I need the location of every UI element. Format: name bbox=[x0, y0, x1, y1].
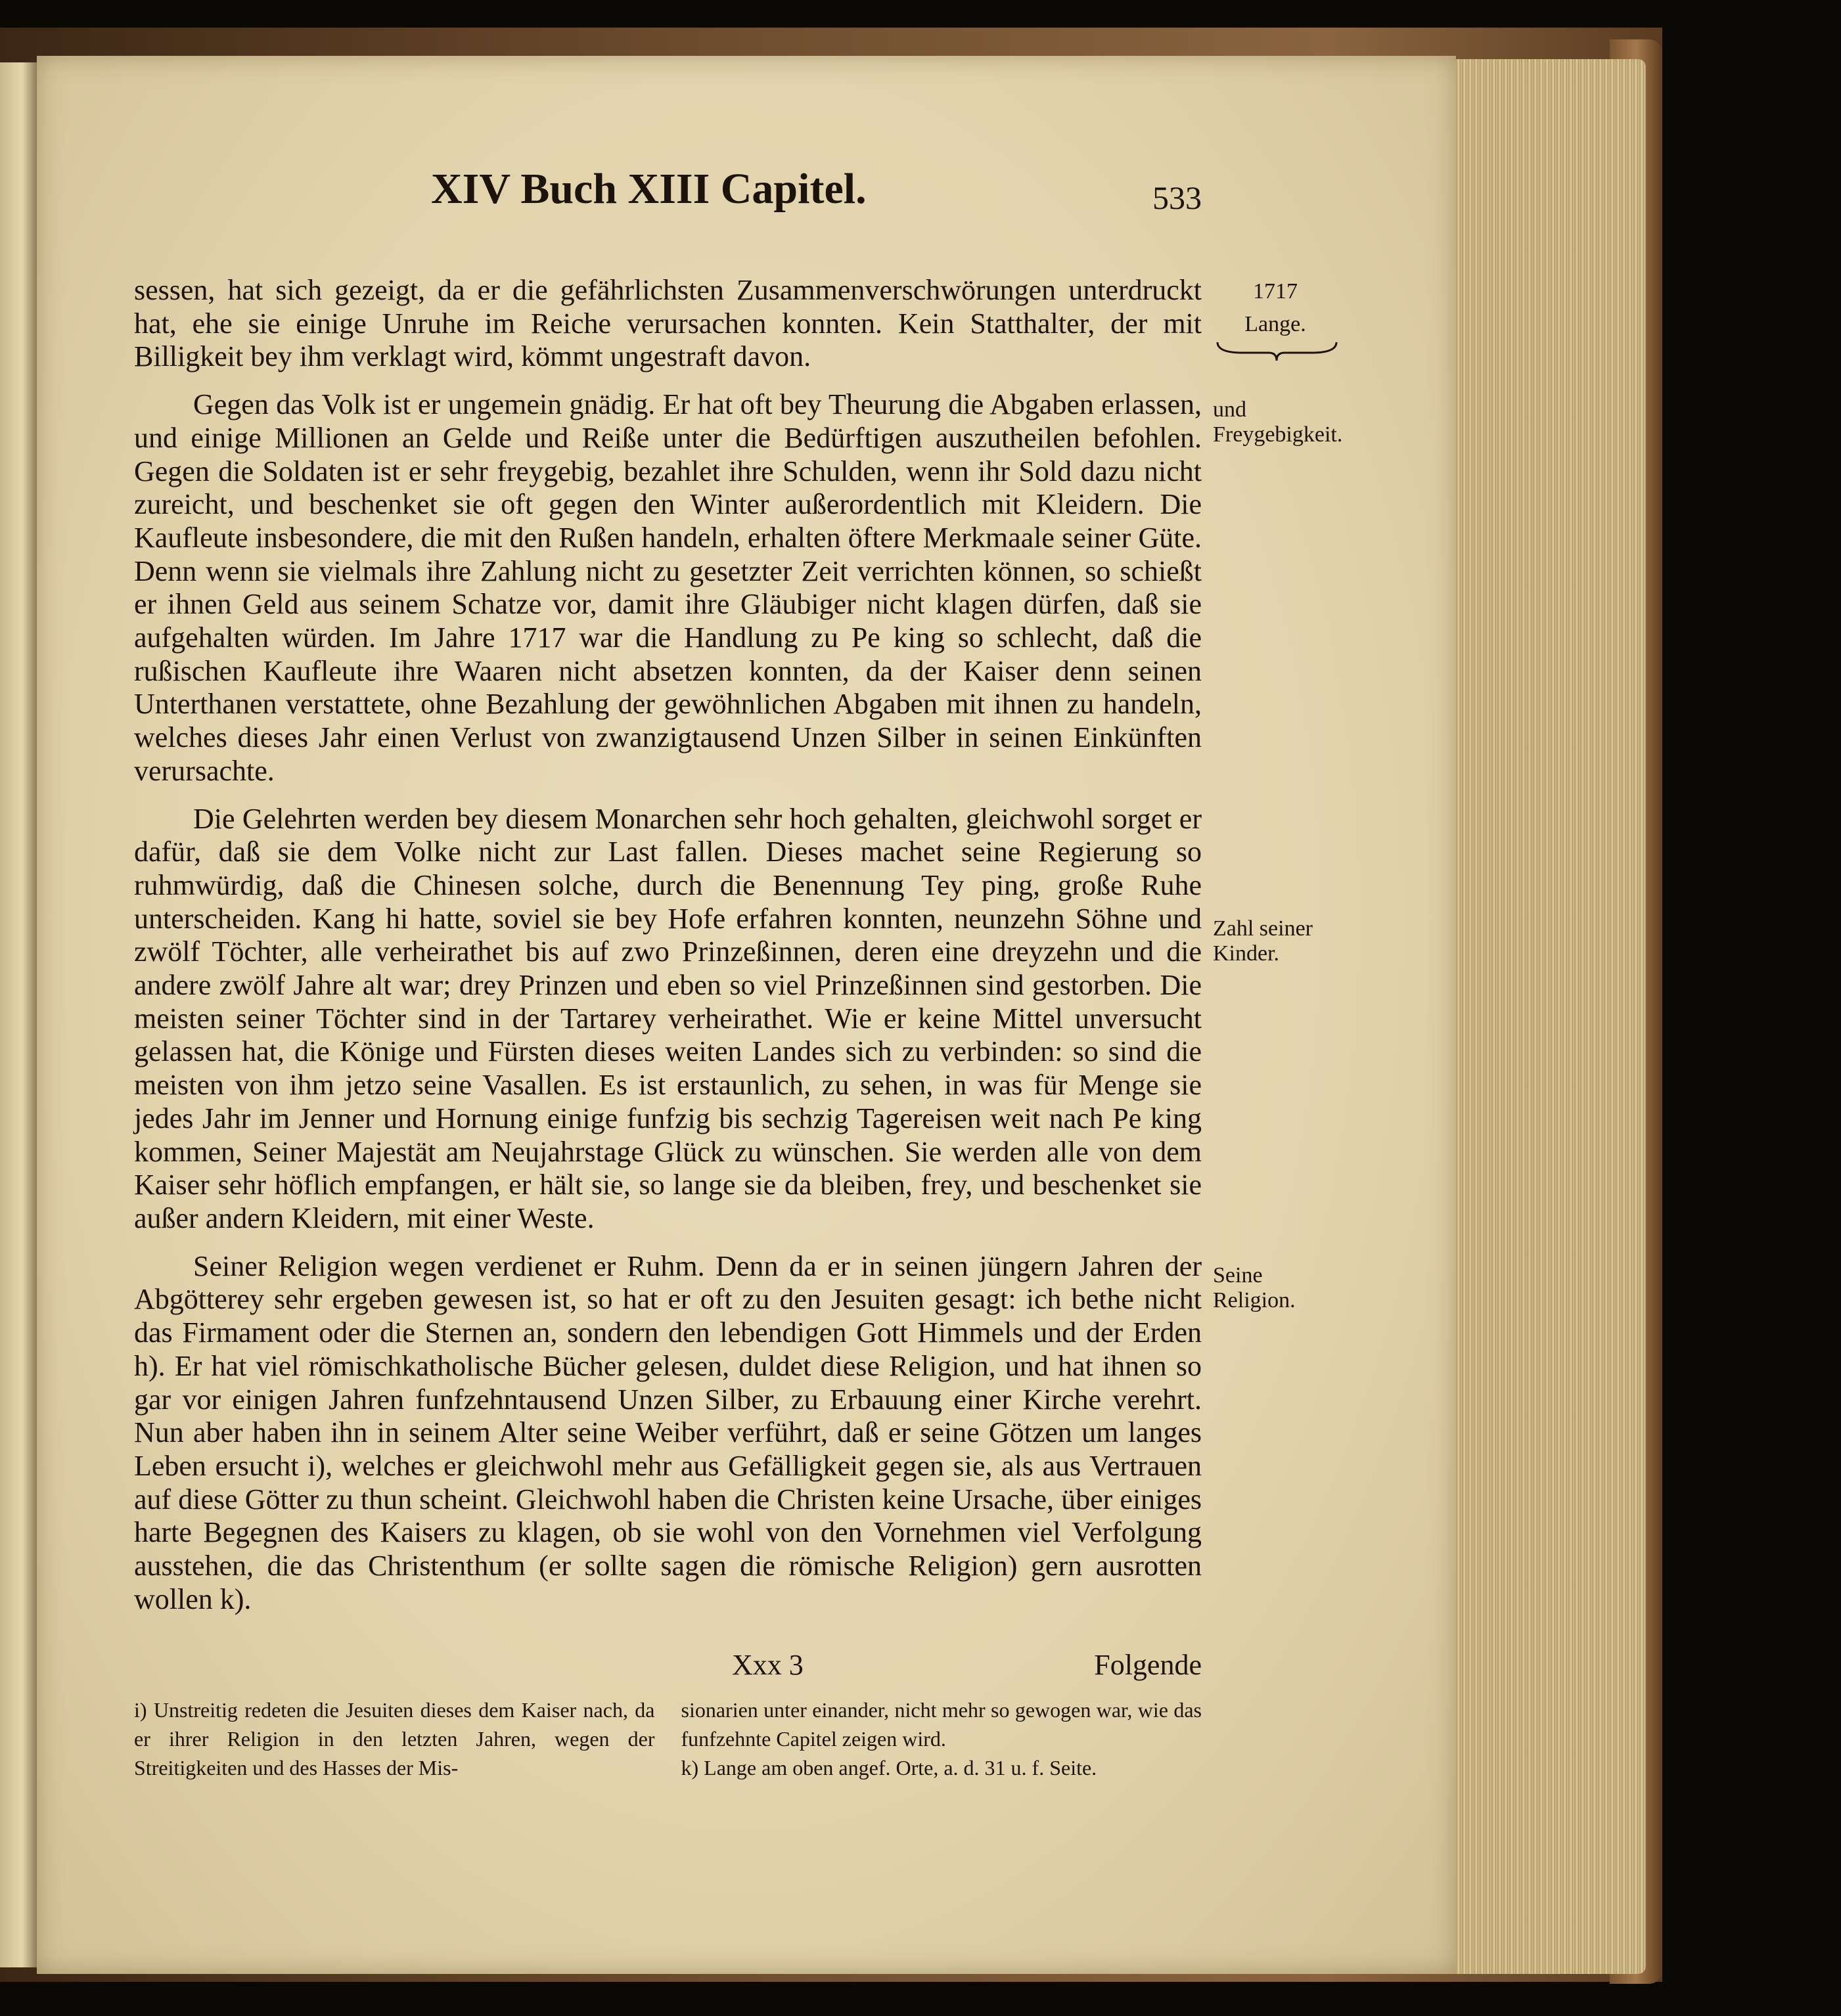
brace-mark bbox=[1216, 340, 1338, 362]
margin-author: Lange. bbox=[1244, 312, 1306, 336]
footnote-column-right bbox=[681, 1695, 1202, 1782]
paragraph: Die Gelehrten werden bey diesem Monarchen sehr hoch gehalten, gleichwohl sorget er dafür, daß sie dem Volke nicht zur Last fallen. Dieses machet seine Regierung so ruhmwürdig, daß die Chinesen solche, durch die Benennung Tey ping, große Ruhe unterscheiden. Kang hi hatte, soviel sie bey Hofe erfahren konnten, neunzehn Söhne und zwölf Töchter, alle verheirathet bis auf zwo Prinzeßinnen, deren eine dreyzehn und die andere zwölf Jahre alt war; drey Prinzen und eben so viel Prinzeßinnen sind gestorben. Die meisten seiner Töchter sind in der Tartarey verheirathet. Wie er keine Mittel unversucht gelassen hat, die Könige und Fürsten dieses weiten Landes sich zu verbinden: so sind die meisten von ihm jetzo seine Vasallen. Es ist erstaunlich, zu sehen, in was für Menge sie jedes Jahr im Jenner und Hornung einige funfzig bis sechzig Tagereisen weit nach Pe king kommen, Seiner Majestät am Neujahrstage Glück zu wünschen. Sie werden alle von dem Kaiser sehr höflich empfangen, er hält sie, so lange sie da bleiben, frey, und beschenket sie außer andern Kleidern, mit einer Weste. bbox=[134, 802, 1202, 1234]
signature-mark: Xxx 3 bbox=[732, 1649, 804, 1681]
margin-note-children: Zahl seiner Kinder. bbox=[1213, 916, 1313, 966]
page-number: 533 bbox=[1152, 179, 1202, 216]
margin-note-generosity: und Freygebigkeit. bbox=[1213, 397, 1343, 447]
catchword-row bbox=[134, 1646, 1202, 1685]
body-text bbox=[134, 274, 1202, 1616]
footnotes bbox=[134, 1695, 1202, 1782]
page-edges bbox=[1449, 59, 1646, 1974]
paragraph: Seiner Religion wegen verdienet er Ruhm. Denn da er in seinen jüngern Jahren der Abgötterey sehr ergeben gewesen ist, so hat er oft zu den Jesuiten gesagt: ich bethe nicht das Firmament oder die Sternen an, sondern den lebendigen Gott Himmels und der Erden h). Er hat viel römischkatholische Bücher gelesen, duldet diese Religion, und hat ihnen so gar vor einigen Jahren funfzehntausend Unzen Silber, zu Erbauung einer Kirche verehrt. Nun aber haben ihn in seinem Alter seine Weiber verführt, daß er seine Götzen um langes Leben ersucht i), welches er gleichwohl mehr aus Gefälligkeit gegen sie, als aus Vertrauen auf diese Götter zu thun scheint. Gleichwohl haben die Christen keine Ursache, über einiges harte Begegnen des Kaisers zu klagen, ob sie wohl von den Vornehmen viel Verfolgung ausstehen, die das Christenthum (er sollte sagen die römische Religion) gern ausrotten wollen k). bbox=[134, 1249, 1202, 1615]
paragraph: Gegen das Volk ist er ungemein gnädig. Er hat oft bey Theurung die Abgaben erlassen, und einige Millionen an Gelde und Reiße unter die Bedürftigen auszutheilen befohlen. Gegen die Soldaten ist er sehr freygebig, bezahlet ihre Schulden, wenn ihr Sold dazu nicht zureicht, und beschenket sie oft gegen den Winter außerordentlich mit Kleidern. Die Kaufleute insbesondere, die mit den Rußen handeln, erhalten öftere Merkmaale seiner Güte. Denn wenn sie vielmals ihre Zahlung nicht zu gesetzter Zeit verrichten können, so schießt er ihnen Geld aus seinem Schatze vor, damit ihre Gläubiger nicht klagen dürfen, daß sie aufgehalten würden. Im Jahre 1717 war die Handlung zu Pe king so schlecht, daß die rußischen Kaufleute ihre Waaren nicht absetzen konnten, da der Kaiser denn seinen Unterthanen verstattete, ohne Bezahlung der gewöhnlichen Abgaben mit ihnen zu handeln, welches dieses Jahr einen Verlust von zwanzigtausend Unzen Silber in seinen Einkünften verursachte. bbox=[134, 388, 1202, 787]
facing-page-edge bbox=[0, 62, 37, 1967]
catchword: Folgende bbox=[1094, 1649, 1202, 1681]
book-page bbox=[37, 56, 1456, 1974]
footnote-i-continued: sionarien unter einander, nicht mehr so gewogen war, wie das funfzehnte Capitel zeigen wird. bbox=[681, 1698, 1202, 1751]
footnote-i: i) Unstreitig redeten die Jesuiten dieses dem Kaiser nach, da er ihrer Religion in den letzten Jahren, wegen der Streitigkeiten und des Hasses der Mis- bbox=[134, 1698, 655, 1780]
running-head: XIV Buch XIII Capitel. bbox=[431, 165, 867, 213]
footnote-column-left bbox=[134, 1695, 655, 1782]
margin-year: 1717 bbox=[1253, 279, 1298, 303]
paragraph: sessen, hat sich gezeigt, da er die gefährlichsten Zusammenverschwörungen unterdruckt hat, ehe sie einige Unruhe im Reiche verursachen konnten. Kein Statthalter, der mit Billigkeit bey ihm verklagt wird, kömmt ungestraft davon. bbox=[134, 274, 1202, 373]
margin-note-religion: Seine Religion. bbox=[1213, 1263, 1296, 1312]
footnote-k: k) Lange am oben angef. Orte, a. d. 31 u. f. Seite. bbox=[681, 1756, 1097, 1780]
